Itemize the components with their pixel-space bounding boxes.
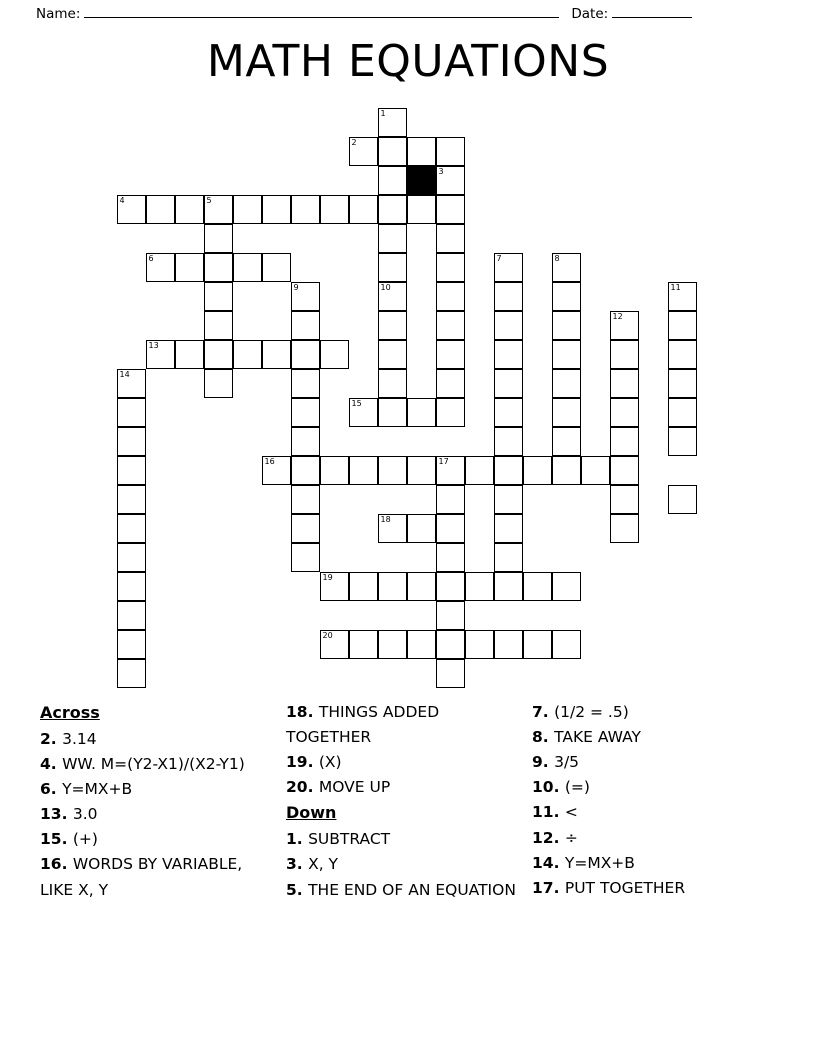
grid-cell[interactable] [291, 485, 320, 514]
grid-cell[interactable] [436, 630, 465, 659]
clue-text: (=) [564, 778, 590, 797]
clue-number: 3. [286, 855, 309, 874]
grid-cell[interactable] [436, 543, 465, 572]
grid-cell[interactable] [233, 195, 262, 224]
name-write-line[interactable] [84, 6, 559, 18]
clue-number: 4. [40, 755, 63, 774]
grid-cell[interactable] [407, 195, 436, 224]
grid-cell[interactable] [668, 398, 697, 427]
clue-text: 3/5 [554, 753, 580, 772]
clue-down-3 [286, 852, 518, 877]
grid-cell[interactable] [262, 340, 291, 369]
grid-cell[interactable] [378, 224, 407, 253]
grid-cell-number: 11 [670, 283, 681, 292]
grid-cell-number: 16 [264, 457, 275, 466]
grid-cell[interactable] [668, 485, 697, 514]
grid-cell[interactable] [610, 369, 639, 398]
grid-cell[interactable] [668, 311, 697, 340]
grid-cell[interactable] [436, 166, 465, 195]
grid-cell[interactable] [436, 340, 465, 369]
grid-cell[interactable] [291, 398, 320, 427]
grid-cell[interactable] [117, 543, 146, 572]
grid-cell[interactable] [552, 369, 581, 398]
clue-number: 9. [532, 753, 555, 772]
clue-text: < [564, 803, 578, 822]
grid-cell[interactable] [320, 456, 349, 485]
grid-cell-number: 1 [380, 109, 386, 118]
page-title: MATH EQUATIONS [206, 36, 610, 87]
grid-cell[interactable] [494, 514, 523, 543]
clue-number: 20. [286, 778, 319, 797]
grid-cell[interactable] [175, 340, 204, 369]
clue-text: 3.14 [62, 729, 97, 748]
grid-cell[interactable] [320, 572, 349, 601]
grid-cell[interactable] [378, 166, 407, 195]
grid-cell[interactable] [349, 456, 378, 485]
grid-cell[interactable] [378, 369, 407, 398]
clue-down-14 [532, 851, 766, 876]
grid-cell-number: 2 [351, 138, 357, 147]
grid-cell[interactable] [436, 224, 465, 253]
clue-down-12 [532, 826, 766, 851]
clue-number: 1. [286, 830, 309, 849]
clue-number: 13. [40, 805, 73, 824]
grid-cell[interactable] [349, 195, 378, 224]
grid-cell[interactable] [407, 456, 436, 485]
clue-across-15 [40, 827, 272, 852]
clue-text: ÷ [564, 828, 578, 847]
grid-cell[interactable] [436, 572, 465, 601]
grid-cell[interactable] [378, 630, 407, 659]
clue-number: 6. [40, 780, 63, 799]
down-heading: Down [286, 803, 337, 823]
grid-cell[interactable] [291, 543, 320, 572]
grid-cell[interactable] [291, 340, 320, 369]
grid-cell[interactable] [117, 427, 146, 456]
grid-cell[interactable] [494, 543, 523, 572]
grid-cell[interactable] [378, 195, 407, 224]
grid-cell[interactable] [523, 456, 552, 485]
grid-cell[interactable] [523, 572, 552, 601]
grid-cell[interactable] [291, 369, 320, 398]
grid-cell[interactable] [436, 456, 465, 485]
grid-cell[interactable] [378, 311, 407, 340]
clue-text: (X) [318, 753, 342, 772]
clue-text: 3.0 [72, 805, 98, 824]
grid-cell-blocked [407, 166, 436, 195]
grid-cell[interactable] [552, 427, 581, 456]
grid-cell[interactable] [610, 340, 639, 369]
clue-down-1 [286, 827, 518, 852]
grid-cell[interactable] [465, 630, 494, 659]
grid-cell-number: 13 [148, 341, 159, 350]
clue-text: Y=MX+B [62, 780, 133, 799]
grid-cell[interactable] [436, 601, 465, 630]
grid-cell[interactable] [204, 282, 233, 311]
grid-cell[interactable] [610, 456, 639, 485]
grid-cell[interactable] [436, 369, 465, 398]
clue-down-7 [532, 700, 766, 725]
clue-down-17 [532, 876, 766, 901]
grid-cell[interactable] [436, 398, 465, 427]
grid-cell[interactable] [436, 485, 465, 514]
grid-cell[interactable] [436, 659, 465, 688]
grid-cell[interactable] [146, 195, 175, 224]
clue-text: WW. M=(Y2-X1)/(X2-Y1) [62, 755, 245, 774]
grid-cell[interactable] [610, 514, 639, 543]
grid-cell[interactable] [494, 572, 523, 601]
grid-cell[interactable] [465, 572, 494, 601]
clue-number: 7. [532, 703, 555, 721]
clue-across-6 [40, 777, 272, 802]
grid-cell[interactable] [610, 485, 639, 514]
clue-number: 12. [532, 828, 565, 847]
clue-down-8 [532, 725, 766, 750]
grid-cell[interactable] [407, 398, 436, 427]
clue-number: 5. [286, 880, 309, 899]
grid-cell[interactable] [494, 369, 523, 398]
grid-cell[interactable] [610, 311, 639, 340]
clue-across-16 [40, 852, 272, 902]
grid-cell[interactable] [494, 427, 523, 456]
grid-cell[interactable] [204, 195, 233, 224]
grid-cell[interactable] [436, 282, 465, 311]
clue-column-1 [40, 700, 286, 980]
clue-text: PUT TOGETHER [564, 878, 686, 897]
date-label: Date: [571, 6, 609, 22]
grid-cell-number: 17 [438, 457, 449, 466]
grid-cell[interactable] [407, 514, 436, 543]
grid-cell-number: 3 [438, 167, 444, 176]
grid-cell[interactable] [581, 456, 610, 485]
clue-down-5 [286, 878, 518, 903]
grid-cell[interactable] [117, 630, 146, 659]
grid-cell[interactable] [610, 427, 639, 456]
grid-cell[interactable] [668, 340, 697, 369]
date-write-line[interactable] [612, 6, 692, 18]
grid-cell[interactable] [494, 282, 523, 311]
grid-cell[interactable] [436, 195, 465, 224]
grid-cell[interactable] [407, 572, 436, 601]
clue-number: 2. [40, 729, 63, 748]
grid-cell[interactable] [349, 398, 378, 427]
clue-number: 10. [532, 778, 565, 797]
clue-number: 8. [532, 728, 555, 747]
grid-cell[interactable] [378, 456, 407, 485]
grid-cell-number: 10 [380, 283, 391, 292]
clue-across-20 [286, 775, 518, 800]
grid-cell-number: 8 [554, 254, 560, 263]
clue-number: 14. [532, 853, 565, 872]
grid-cell[interactable] [668, 369, 697, 398]
grid-cell[interactable] [436, 311, 465, 340]
grid-cell[interactable] [494, 456, 523, 485]
grid-cell[interactable] [320, 630, 349, 659]
grid-cell[interactable] [494, 485, 523, 514]
clue-text: SUBTRACT [308, 830, 391, 849]
grid-cell[interactable] [262, 195, 291, 224]
grid-cell[interactable] [117, 659, 146, 688]
grid-cell[interactable] [175, 253, 204, 282]
grid-cell[interactable] [552, 311, 581, 340]
clue-text: X, Y [308, 855, 339, 874]
grid-cell[interactable] [204, 253, 233, 282]
grid-cell[interactable] [494, 398, 523, 427]
grid-cell[interactable] [204, 224, 233, 253]
grid-cell-number: 5 [206, 196, 212, 205]
grid-cell[interactable] [552, 282, 581, 311]
clue-text: MOVE UP [318, 778, 391, 797]
grid-cell[interactable] [146, 253, 175, 282]
grid-cell[interactable] [436, 514, 465, 543]
clue-across-18 [286, 700, 518, 750]
grid-cell[interactable] [552, 340, 581, 369]
clue-across-13 [40, 802, 272, 827]
crossword-grid[interactable] [0, 105, 816, 695]
grid-cell[interactable] [610, 398, 639, 427]
clue-down-9 [532, 750, 766, 775]
grid-cell[interactable] [494, 630, 523, 659]
grid-cell[interactable] [175, 195, 204, 224]
clue-down-10 [532, 775, 766, 800]
grid-cell[interactable] [378, 137, 407, 166]
grid-cell[interactable] [436, 137, 465, 166]
grid-cell[interactable] [436, 253, 465, 282]
grid-cell[interactable] [378, 340, 407, 369]
clue-text: (+) [72, 830, 98, 849]
grid-cell-number: 12 [612, 312, 623, 321]
grid-cell-number: 14 [119, 370, 130, 379]
grid-cell-number: 18 [380, 515, 391, 524]
clue-text: THINGS ADDED TOGETHER [286, 703, 440, 747]
clue-number: 17. [532, 878, 565, 897]
grid-cell[interactable] [407, 137, 436, 166]
grid-cell[interactable] [117, 195, 146, 224]
grid-cell[interactable] [117, 601, 146, 630]
grid-cell-number: 7 [496, 254, 502, 263]
clue-number: 18. [286, 703, 319, 721]
clue-across-2 [40, 727, 272, 752]
grid-cell[interactable] [117, 572, 146, 601]
grid-cell[interactable] [320, 340, 349, 369]
grid-cell[interactable] [378, 108, 407, 137]
grid-cell-number: 20 [322, 631, 333, 640]
grid-cell[interactable] [204, 311, 233, 340]
clue-lists [40, 700, 780, 980]
grid-cell[interactable] [117, 398, 146, 427]
clue-number: 11. [532, 803, 565, 822]
grid-cell[interactable] [378, 572, 407, 601]
clue-across-19 [286, 750, 518, 775]
grid-cell[interactable] [494, 253, 523, 282]
grid-cell[interactable] [378, 398, 407, 427]
grid-cell-number: 19 [322, 573, 333, 582]
clue-text: TAKE AWAY [554, 728, 641, 747]
grid-cell[interactable] [291, 195, 320, 224]
name-label: Name: [36, 6, 81, 22]
grid-cell[interactable] [349, 630, 378, 659]
grid-cell[interactable] [233, 253, 262, 282]
grid-cell[interactable] [117, 456, 146, 485]
grid-cell[interactable] [291, 456, 320, 485]
clue-number: 16. [40, 855, 73, 874]
clue-number: 19. [286, 753, 319, 772]
across-heading: Across [40, 703, 100, 722]
grid-cell[interactable] [117, 485, 146, 514]
grid-cell[interactable] [262, 253, 291, 282]
clue-down-11 [532, 800, 766, 825]
student-info-line [36, 6, 780, 22]
grid-cell-number: 4 [119, 196, 125, 205]
grid-cell[interactable] [117, 514, 146, 543]
grid-cell[interactable] [465, 456, 494, 485]
clue-number: 15. [40, 830, 73, 849]
grid-cell[interactable] [407, 630, 436, 659]
grid-cell[interactable] [262, 456, 291, 485]
grid-cell[interactable] [378, 514, 407, 543]
clue-text: Y=MX+B [564, 853, 635, 872]
grid-cell[interactable] [494, 311, 523, 340]
grid-cell[interactable] [552, 456, 581, 485]
grid-cell[interactable] [349, 572, 378, 601]
clue-column-3 [532, 700, 780, 980]
clue-column-2 [286, 700, 532, 980]
grid-cell[interactable] [552, 630, 581, 659]
grid-cell[interactable] [378, 282, 407, 311]
grid-cell[interactable] [291, 311, 320, 340]
grid-cell[interactable] [117, 369, 146, 398]
grid-cell[interactable] [146, 340, 175, 369]
grid-cell[interactable] [320, 195, 349, 224]
clue-text: (1/2 = .5) [554, 703, 629, 721]
grid-cell[interactable] [291, 282, 320, 311]
grid-cell[interactable] [668, 282, 697, 311]
grid-cell[interactable] [523, 630, 552, 659]
grid-cell[interactable] [204, 369, 233, 398]
grid-cell[interactable] [668, 427, 697, 456]
grid-cell[interactable] [233, 340, 262, 369]
grid-cell[interactable] [378, 253, 407, 282]
grid-cell[interactable] [291, 514, 320, 543]
clue-text: THE END OF AN EQUATION [308, 880, 516, 899]
grid-cell[interactable] [349, 137, 378, 166]
clue-text: WORDS BY VARIABLE, LIKE X, Y [40, 855, 243, 899]
grid-cell[interactable] [494, 340, 523, 369]
grid-cell-number: 9 [293, 283, 299, 292]
grid-cell[interactable] [291, 427, 320, 456]
grid-cell-number: 15 [351, 399, 362, 408]
grid-cell-number: 6 [148, 254, 154, 263]
grid-cell[interactable] [552, 572, 581, 601]
clue-across-4 [40, 752, 272, 777]
grid-cell[interactable] [204, 340, 233, 369]
grid-cell[interactable] [552, 398, 581, 427]
grid-cell[interactable] [552, 253, 581, 282]
